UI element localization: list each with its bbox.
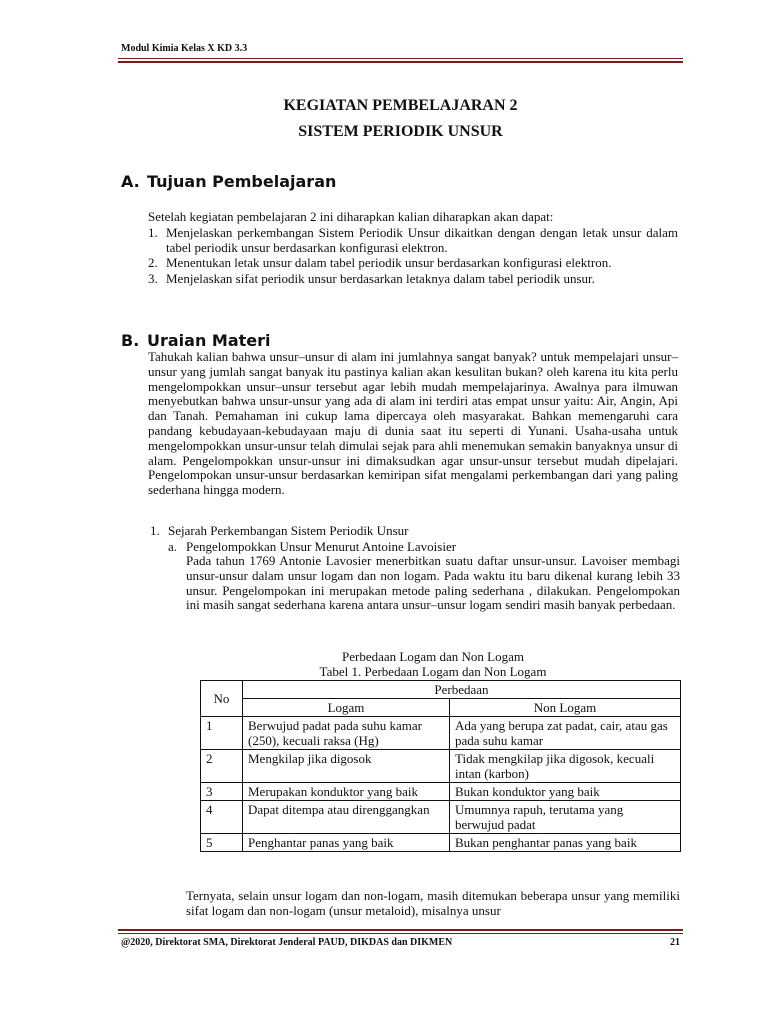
cell-logam: Merupakan konduktor yang baik [243, 783, 450, 801]
table-caption-heading: Perbedaan Logam dan Non Logam [342, 649, 524, 664]
running-header: Modul Kimia Kelas X KD 3.3 [121, 43, 248, 54]
cell-no: 5 [201, 834, 243, 852]
table-caption: Tabel 1. Perbedaan Logam dan Non Logam [319, 664, 547, 679]
table-header-row [201, 681, 681, 699]
list-item-text: Menjelaskan sifat periodik unsur berdasarkan letaknya dalam tabel periodik unsur. [166, 271, 595, 287]
list-item-text: Menjelaskan perkembangan Sistem Periodik Unsur dikaitkan dengan dengan letak unsur dalam tabel periodik unsur berdasarkan konfigurasi elektron. [166, 224, 678, 255]
cell-nonlogam: Ada yang berupa zat padat, cair, atau gas pada suhu kamar [450, 717, 681, 750]
activity-subtitle: SISTEM PERIODIK UNSUR [298, 123, 503, 140]
learning-objectives [148, 210, 678, 287]
comparison-table [200, 680, 681, 852]
objectives-list [148, 226, 678, 287]
material-paragraph: Tahukah kalian bahwa unsur–unsur di alam ini jumlahnya sangat banyak? untuk mempelajari unsur–unsur yang jumlah sangat banyak itu pastinya kalian akan kesulitan bukan? oleh karena itu kita perlu mengelompokkan unsur–unsur tersebut agar lebih mudah mempelajarinya. Awalnya para ilmuwan menyebutkan bahwa unsur-unsur yang ada di alam ini terdiri atas empat unsur yaitu: Air, Angin, Api dan Tanah. Pemahaman ini cukup lama dipercaya oleh masyarakat. Bahkan memengaruhi cara pandang kebudayaan-kebudayaan maju di dunia saat itu seperti di Yunani. Usaha-usaha untuk mengelompokkan unsur-unsur telah dimulai sejak para ahli menemukan semakin banyaknya unsur di alam. Pengelompokkan unsur-unsur ini dimaksudkan agar unsur-unsur tersebut mudah dipelajari. Pengelompokan unsur-unsur berdasarkan kemiripan sifat mengalami perkembangan dari yang paling sederhana hingga modern. [148, 349, 678, 498]
cell-nonlogam: Bukan konduktor yang baik [450, 783, 681, 801]
footer-copyright: @2020, Direktorat SMA, Direktorat Jenderal PAUD, DIKDAS dan DIKMEN [121, 937, 453, 948]
header-rule-thin [118, 58, 683, 59]
table-row [201, 750, 681, 783]
cell-nonlogam: Bukan penghantar panas yang baik [450, 834, 681, 852]
table-row [201, 783, 681, 801]
section-b-number: B. [121, 331, 140, 350]
subsection-title: Sejarah Perkembangan Sistem Periodik Unsur [168, 523, 409, 538]
table-row [201, 834, 681, 852]
closing-paragraph: Ternyata, selain unsur logam dan non-logam, masih ditemukan beberapa unsur yang memiliki sifat logam dan non-logam (unsur metaloid), misalnya unsur [186, 888, 680, 918]
list-item [148, 256, 678, 271]
list-item-number: 1. [148, 224, 158, 240]
subsection-1-heading [150, 524, 680, 539]
cell-nonlogam: Tidak mengkilap jika digosok, kecuali intan (karbon) [450, 750, 681, 783]
cell-logam: Berwujud padat pada suhu kamar (250), kecuali raksa (Hg) [243, 717, 450, 750]
subsection-number: 1. [150, 523, 160, 538]
footer-rule-thin [118, 933, 683, 934]
cell-no: 2 [201, 750, 243, 783]
header-nonlogam: Non Logam [450, 699, 681, 717]
list-item-number: 2. [148, 255, 158, 271]
activity-title: KEGIATAN PEMBELAJARAN 2 [283, 97, 518, 114]
table-row [201, 717, 681, 750]
cell-logam: Mengkilap jika digosok [243, 750, 450, 783]
table-row [201, 801, 681, 834]
section-a-title: Tujuan Pembelajaran [147, 172, 337, 191]
list-item [148, 226, 678, 256]
list-item-text: Menentukan letak unsur dalam tabel periodik unsur berdasarkan konfigurasi elektron. [166, 255, 612, 271]
lavoisier-paragraph: Pada tahun 1769 Antonie Lavosier menerbitkan suatu daftar unsur-unsur. Lavoiser membagi unsur-unsur dalam unsur logam dan non logam. Pada waktu itu baru dikenal kurang lebih 33 unsur. Pengelompokan ini merupakan metode paling sederhana , dilakukan. Pengelompokan ini masih sangat sederhana karena antara unsur–unsur logam sendiri masih banyak perbedaan. [186, 553, 680, 613]
subsection-title: Pengelompokkan Unsur Menurut Antoine Lavoisier [186, 539, 457, 554]
header-rule-thick [118, 61, 683, 63]
footer-rule-thick [118, 929, 683, 931]
cell-no: 1 [201, 717, 243, 750]
list-item [148, 272, 678, 287]
table-subheader-row [201, 699, 681, 717]
header-group: Perbedaan [243, 681, 681, 699]
header-no: No [201, 681, 243, 717]
cell-logam: Penghantar panas yang baik [243, 834, 450, 852]
cell-nonlogam: Umumnya rapuh, terutama yang berwujud padat [450, 801, 681, 834]
cell-logam: Dapat ditempa atau direnggangkan [243, 801, 450, 834]
objectives-intro: Setelah kegiatan pembelajaran 2 ini diharapkan kalian diharapkan akan dapat: [148, 209, 554, 224]
page-number: 21 [670, 937, 680, 948]
section-a-number: A. [121, 172, 140, 191]
list-item-number: 3. [148, 271, 158, 287]
cell-no: 4 [201, 801, 243, 834]
subsection-letter: a. [168, 539, 178, 554]
section-b-title: Uraian Materi [147, 331, 271, 350]
section-b-heading [121, 331, 271, 350]
cell-no: 3 [201, 783, 243, 801]
header-logam: Logam [243, 699, 450, 717]
section-a-heading [121, 172, 336, 191]
